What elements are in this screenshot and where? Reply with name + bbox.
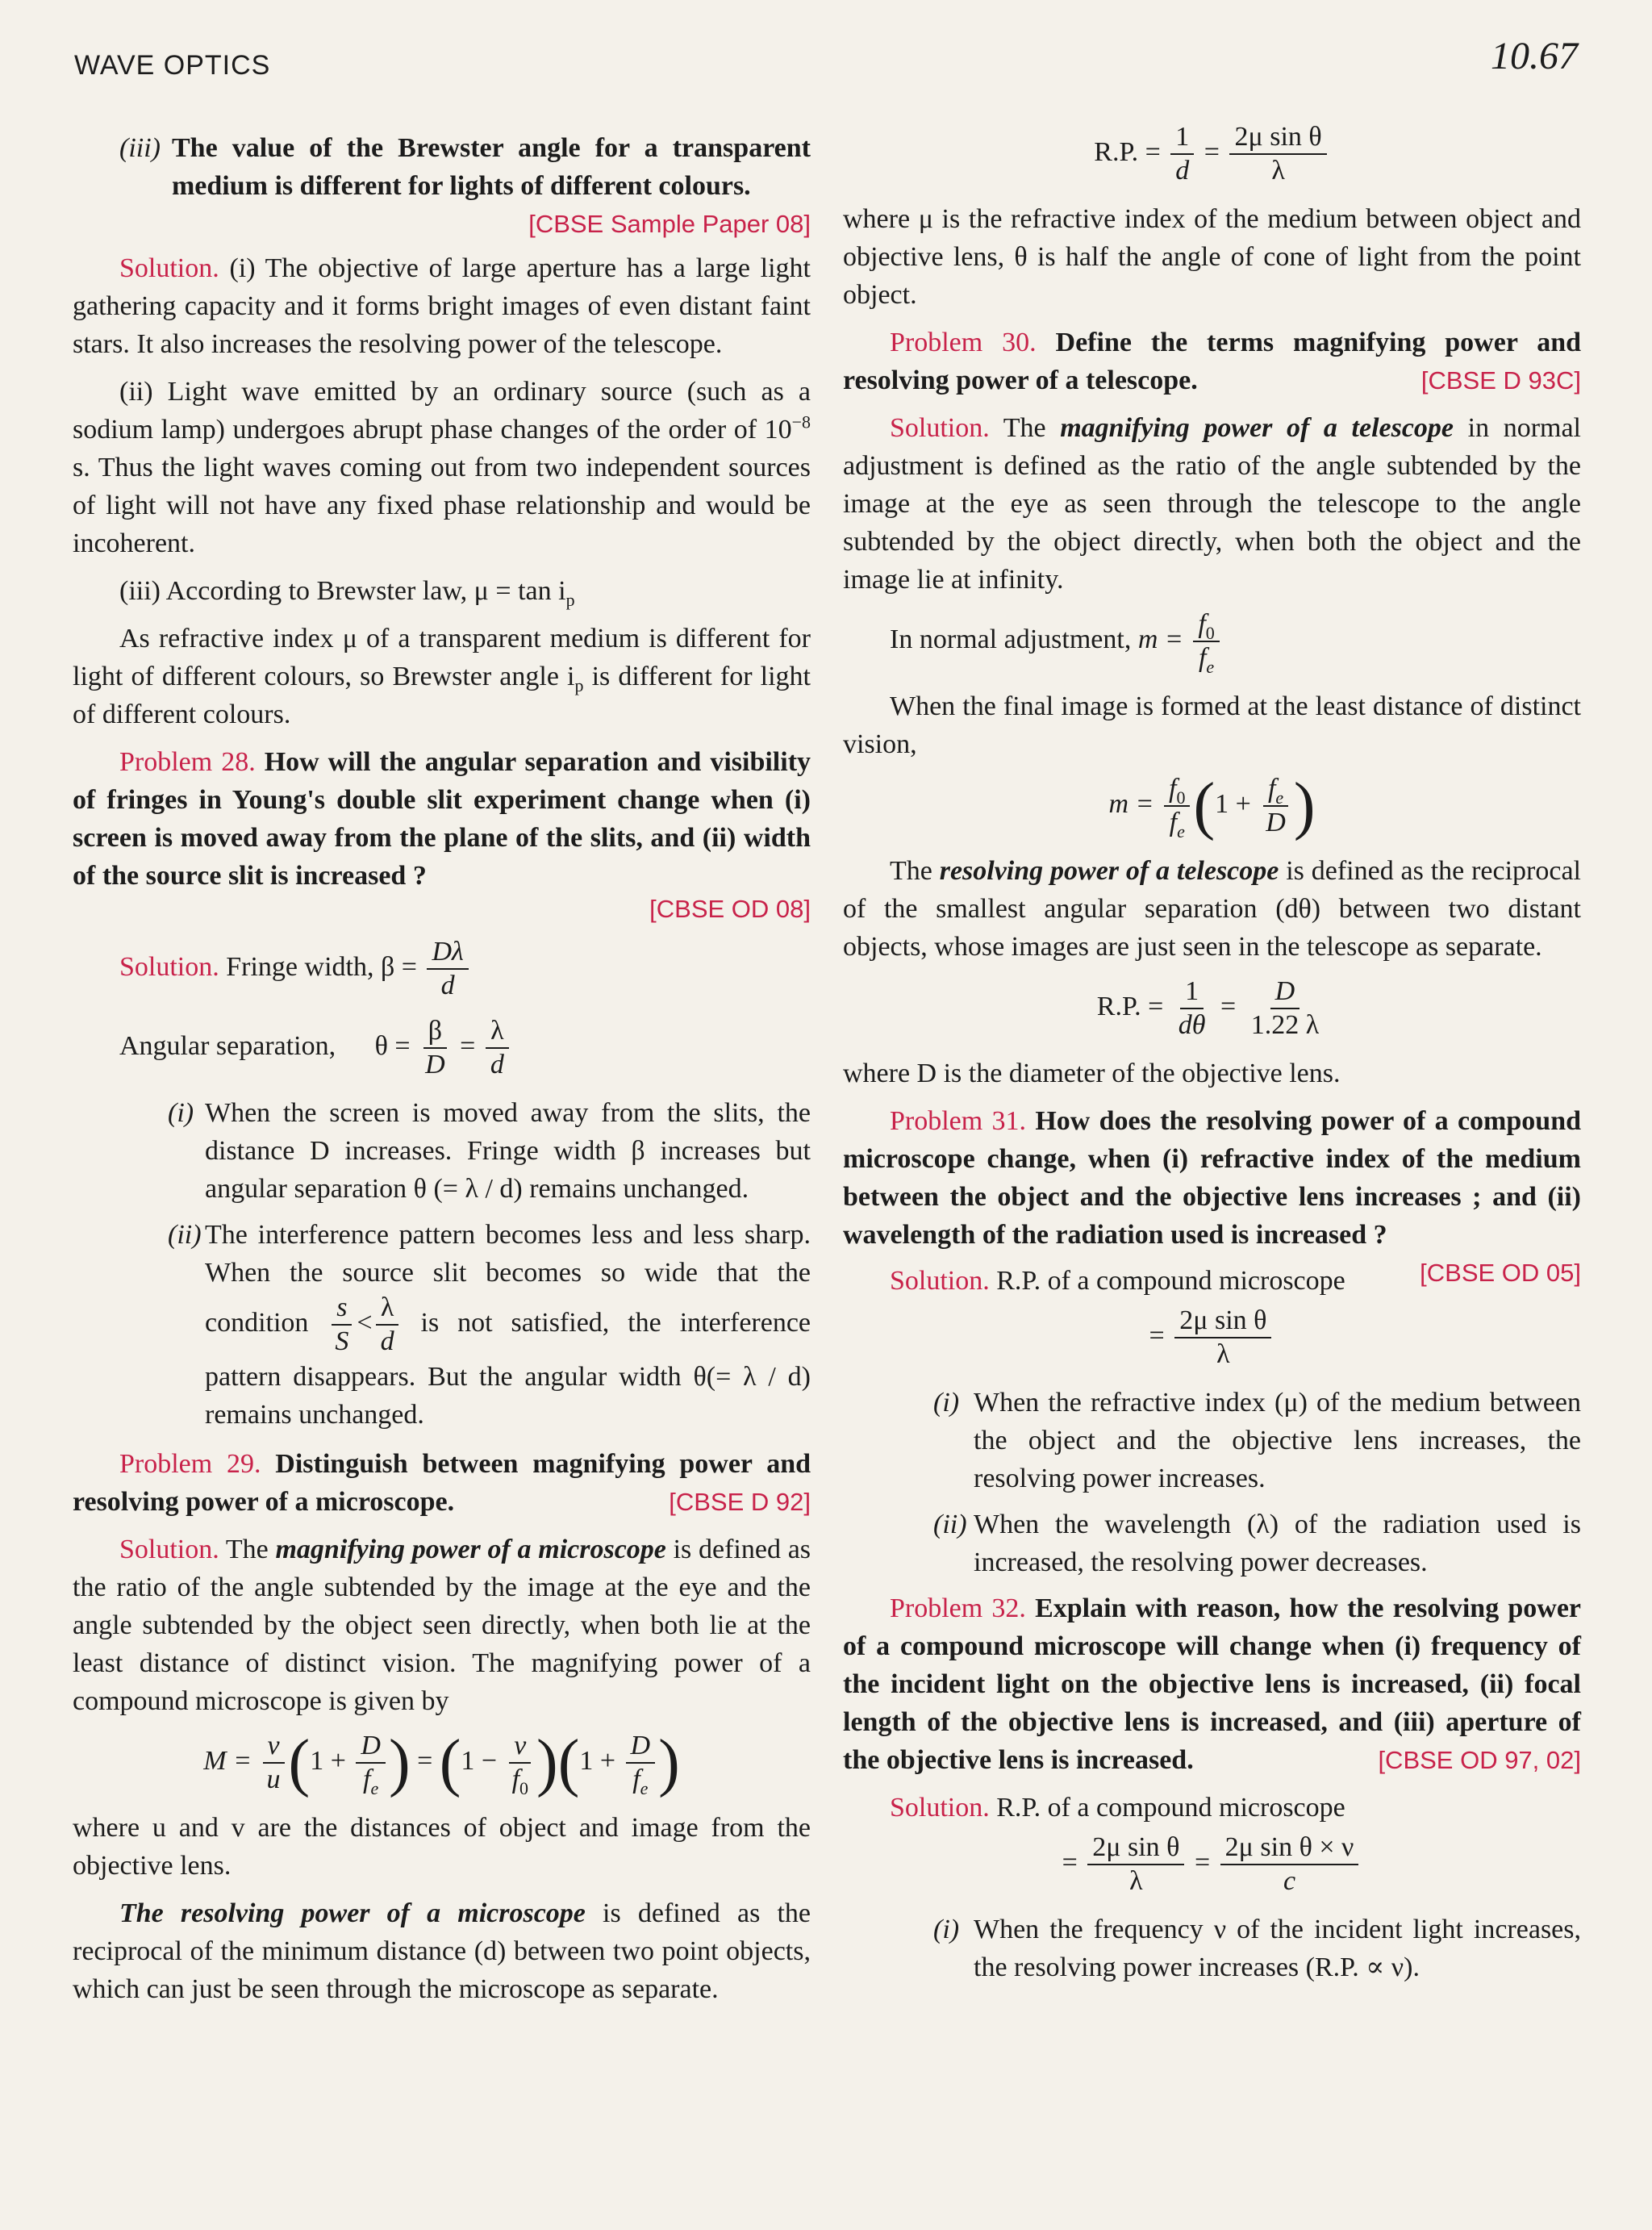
problem-28: Problem 28. How will the angular separation and visibility of fringes in Young's double slit experiment change when (i) screen is moved away from the plane of the slits, and (ii) width of the source slit is increased ? bbox=[73, 747, 811, 891]
source-tag: [CBSE Sample Paper 08] bbox=[528, 210, 811, 238]
normal-adjustment-equation: In normal adjustment, m = $\frac{f_0}{f_e}$ bbox=[843, 608, 1581, 674]
problem-29-solution: Solution. The magnifying power of a microscope is defined as the ratio of the angle subtended by the image at the eye and the angle subtended by the object seen directly, when both lie at the least distance of distinct vision. The magnifying power of a compound microscope is given by bbox=[73, 1535, 811, 1716]
problem-31-equation: = $\frac{\text{2μ sin θ}}{\lambda}$ bbox=[843, 1305, 1581, 1371]
solution-iii: (iii) According to Brewster law, $\mu = \tan i_p$ bbox=[119, 576, 575, 610]
problem-29-resolving: The resolving power of a microscope is defined as the reciprocal of the minimum distance (d) between two point objects, which can just be seen through the microscope as separate. bbox=[73, 1898, 811, 2004]
problem-32-solution: Solution. R.P. of a compound microscope bbox=[890, 1793, 1345, 1823]
solution-iii-cont: As refractive index μ of a transparent medium is different for light of different colours, so Brewster angle $i_p$ is different for light of different colours. bbox=[73, 624, 811, 729]
problem-32-equation: = $\frac{\text{2μ sin θ}}{\lambda}$ = $\frac{\text{2μ sin θ × ν}}{c}$ bbox=[843, 1831, 1581, 1898]
magnifying-power-equation: M = $\frac{v}{u}$ (1 + $\frac{D}{f_e}$ ) = (1 − $\frac{v}{f_0}$ )(1 + $\frac{D}{f_e}$ ) bbox=[203, 1727, 680, 1798]
telescope-resolving-text: The resolving power of a telescope is defined as the reciprocal of the smallest angular separation (dθ) between two distant objects, whose images are just seen in the telescope as separate. bbox=[843, 856, 1582, 962]
problem-31-answer-ii: (ii) When the wavelength (λ) of the radiation used is increased, the resolving power decreases. bbox=[933, 1510, 1581, 1577]
fringe-width-equation: Solution. Fringe width, β = $\frac{D\lambda}{d}$ bbox=[73, 936, 811, 1002]
problem-31: Problem 31. How does the resolving power of a compound microscope change, when (i) refractive index of the medium between the object and the objective lens increases ; and (ii) wavelength of the radiation used is increased ? [CBSE OD 05] bbox=[843, 1102, 1581, 1254]
problem-31-solution: Solution. R.P. of a compound microscope bbox=[890, 1266, 1345, 1296]
telescope-rp-equation: R.P. = $\frac{1}{d\theta}$ = $\frac{D}{1.22 \lambda}$ bbox=[1096, 976, 1320, 1040]
running-header: WAVE OPTICS bbox=[74, 50, 271, 81]
source-tag: [CBSE OD 97, 02] bbox=[1378, 1746, 1581, 1774]
final-image-text: When the final image is formed at the least distance of distinct vision, bbox=[843, 691, 1581, 759]
solution-i: Solution. (i) The objective of large aperture has a large light gathering capacity and it forms bright images of even distant faint stars. It also increases the resolving power of the telescope. bbox=[73, 253, 811, 359]
right-column bbox=[843, 121, 1581, 1994]
problem-30-solution: Solution. The magnifying power of a telescope in normal adjustment is defined as the ratio of the angle subtended by the image at the eye as seen through the telescope to the angle subtended by the object directly, when both the object and the image lie at infinity. bbox=[843, 413, 1581, 595]
problem-31-answer-i: (i) When the refractive index (μ) of the medium between the object and the objective lens increases, the resolving power increases. bbox=[933, 1388, 1581, 1493]
problem-32-answer-i: (i) When the frequency ν of the incident light increases, the resolving power increases (R.P. ∝ ν). bbox=[933, 1915, 1581, 1982]
telescope-where: where D is the diameter of the objective lens. bbox=[843, 1059, 1341, 1088]
problem-28-answer-ii: (ii) The interference pattern becomes less and less sharp. When the source slit becomes so wide that the condition $\frac{s}{S}$ < $\frac{\lambda}{d}$ is not satisfied, the interference pattern disappears. But the angular width θ(= λ / d) remains unchanged. bbox=[168, 1220, 811, 1430]
rp-where: where μ is the refractive index of the medium between object and objective lens, θ is half the angle of cone of light from the point object. bbox=[843, 204, 1581, 310]
problem-29-where: where u and v are the distances of object and image from the objective lens. bbox=[73, 1813, 811, 1881]
source-tag: [CBSE D 92] bbox=[669, 1488, 811, 1516]
angular-separation-equation: Angular separation, θ = $\frac{\beta}{D}$ = $\frac{\lambda}{d}$ bbox=[73, 1015, 811, 1081]
problem-32: Problem 32. Explain with reason, how the resolving power of a compound microscope will change when (i) frequency of the incident light on the objective lens is increased, (ii) focal length of the objective lens is increased, and (iii) aperture of the objective lens is increased. [CBSE OD 97, 02] bbox=[843, 1589, 1581, 1779]
source-tag: [CBSE OD 08] bbox=[649, 895, 811, 923]
least-distance-equation: m = $\frac{f_0}{f_e}$ (1 + $\frac{f_e}{D}$ ) bbox=[1108, 770, 1316, 841]
problem-28-answer-i: (i) When the screen is moved away from the slits, the distance D increases. Fringe width β increases but angular separation θ (= λ / d) remains unchanged. bbox=[168, 1098, 811, 1204]
source-tag: [CBSE OD 05] bbox=[1420, 1259, 1581, 1287]
problem-30: Problem 30. Define the terms magnifying power and resolving power of a telescope. [CBSE D 93C] bbox=[843, 324, 1581, 399]
problem-29: Problem 29. Distinguish between magnifying power and resolving power of a microscope. [CBSE D 92] bbox=[73, 1445, 811, 1521]
solution-ii: (ii) Light wave emitted by an ordinary source (such as a sodium lamp) undergoes abrupt phase changes of the order of $10^{-8}$ s. Thus the light waves coming out from two independent sources of light will not have any fixed phase relationship and would be incoherent. bbox=[73, 377, 811, 558]
page-number: 10.67 bbox=[1491, 35, 1578, 77]
source-tag: [CBSE D 93C] bbox=[1420, 366, 1581, 395]
question-iii: (iii) The value of the Brewster angle for a transparent medium is different for lights of different colours. [CBSE Sample Paper 08] bbox=[73, 129, 811, 243]
left-column bbox=[73, 129, 811, 2018]
microscope-rp-equation: R.P. = $\frac{1}{d}$ = $\frac{\text{2μ sin θ}}{\lambda}$ bbox=[843, 121, 1581, 187]
